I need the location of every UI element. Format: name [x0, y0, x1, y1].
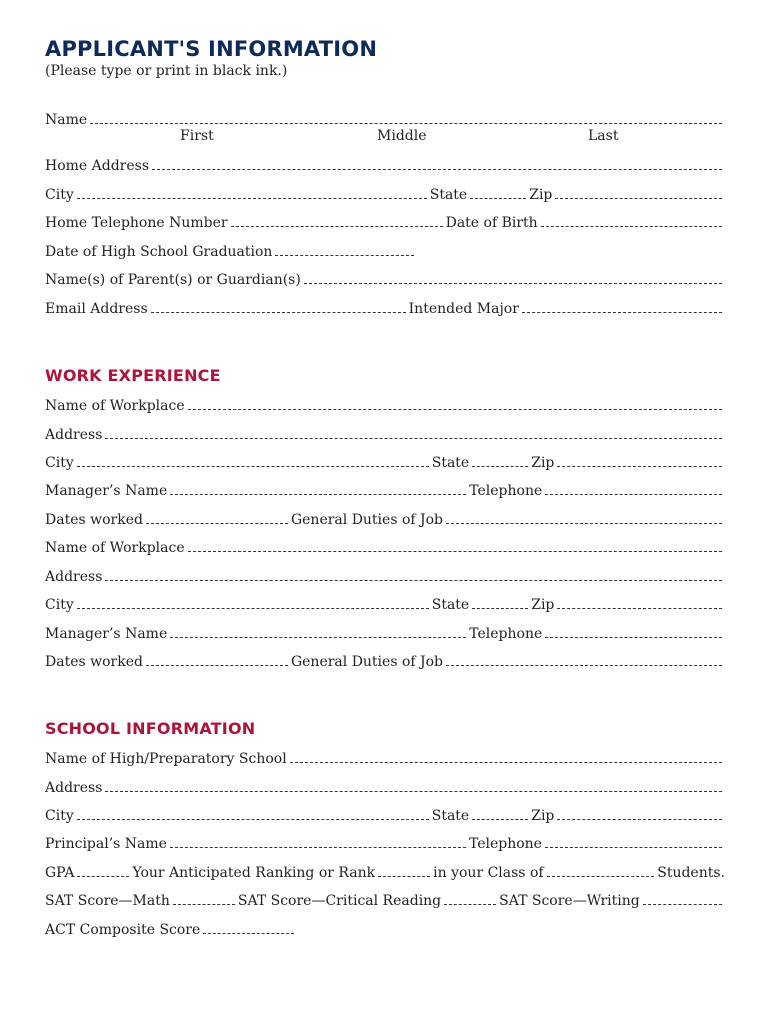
work-address-label: Address	[45, 427, 103, 443]
duties-label: General Duties of Job	[290, 654, 444, 670]
workplace-row-2	[45, 536, 725, 556]
last-name-caption: Last	[588, 128, 619, 144]
work-state-field-1[interactable]	[472, 466, 528, 467]
school-name-field[interactable]	[290, 762, 722, 763]
sat-reading-label: SAT Score—Critical Reading	[237, 893, 442, 909]
hs-grad-row	[45, 240, 417, 260]
middle-name-caption: Middle	[377, 128, 427, 144]
dates-field-2[interactable]	[146, 665, 288, 666]
duties-field-1[interactable]	[446, 523, 722, 524]
ranking-label: Your Anticipated Ranking or Rank	[132, 865, 376, 881]
manager-label: Manager’s Name	[45, 626, 168, 642]
sat-writing-field[interactable]	[643, 904, 722, 905]
work-zip-label: Zip	[531, 455, 555, 471]
sat-math-label: SAT Score—Math	[45, 893, 170, 909]
dates-field-1[interactable]	[146, 523, 288, 524]
work-state-label: State	[431, 455, 470, 471]
zip-label: Zip	[529, 187, 553, 203]
work-zip-label: Zip	[531, 597, 555, 613]
ranking-field[interactable]	[378, 876, 430, 877]
school-state-label: State	[431, 808, 470, 824]
school-address-label: Address	[45, 780, 103, 796]
sat-writing-label: SAT Score—Writing	[499, 893, 640, 909]
dates-row-2	[45, 650, 725, 670]
work-telephone-field-2[interactable]	[545, 637, 722, 638]
gpa-label: GPA	[45, 865, 75, 881]
manager-field-2[interactable]	[170, 637, 466, 638]
school-telephone-label: Telephone	[468, 836, 542, 852]
city-field[interactable]	[77, 198, 427, 199]
sat-reading-field[interactable]	[444, 904, 496, 905]
email-field[interactable]	[151, 312, 406, 313]
work-address-row-1	[45, 423, 725, 443]
students-label: Students.	[657, 865, 725, 881]
school-city-label: City	[45, 808, 74, 824]
school-name-label: Name of High/Preparatory School	[45, 751, 287, 767]
workplace-row-1	[45, 394, 725, 414]
home-address-row	[45, 154, 725, 174]
name-field[interactable]	[90, 123, 722, 124]
school-city-field[interactable]	[77, 819, 429, 820]
name-label: Name	[45, 112, 88, 128]
school-zip-field[interactable]	[557, 819, 722, 820]
work-address-row-2	[45, 565, 725, 585]
school-address-field[interactable]	[105, 791, 722, 792]
workplace-field-1[interactable]	[188, 409, 722, 410]
gpa-field[interactable]	[77, 876, 129, 877]
applicant-instructions: (Please type or print in black ink.)	[45, 63, 288, 79]
hs-grad-label: Date of High School Graduation	[45, 244, 273, 260]
school-state-field[interactable]	[472, 819, 528, 820]
workplace-field-2[interactable]	[188, 551, 722, 552]
home-phone-label: Home Telephone Number	[45, 215, 228, 231]
dates-label: Dates worked	[45, 512, 143, 528]
manager-row-2	[45, 622, 725, 642]
manager-field-1[interactable]	[170, 494, 466, 495]
work-city-field-2[interactable]	[77, 608, 429, 609]
work-address-field-1[interactable]	[105, 438, 722, 439]
manager-row-1	[45, 479, 725, 499]
dates-row-1	[45, 508, 725, 528]
work-zip-field-2[interactable]	[557, 608, 722, 609]
sat-row	[45, 889, 725, 909]
workplace-label: Name of Workplace	[45, 540, 185, 556]
work-telephone-label: Telephone	[469, 483, 543, 499]
dob-field[interactable]	[541, 226, 722, 227]
dob-label: Date of Birth	[445, 215, 538, 231]
hs-grad-field[interactable]	[275, 255, 414, 256]
class-size-field[interactable]	[547, 876, 655, 877]
gpa-rank-row	[45, 861, 725, 881]
work-address-label: Address	[45, 569, 103, 585]
parents-field[interactable]	[304, 283, 722, 284]
work-telephone-label: Telephone	[469, 626, 543, 642]
school-city-row	[45, 804, 725, 824]
school-section-title: SCHOOL INFORMATION	[45, 719, 256, 738]
act-label: ACT Composite Score	[45, 922, 201, 938]
manager-label: Manager’s Name	[45, 483, 168, 499]
state-label: State	[429, 187, 468, 203]
major-field[interactable]	[522, 312, 722, 313]
home-address-field[interactable]	[152, 169, 722, 170]
home-address-label: Home Address	[45, 158, 150, 174]
school-address-row	[45, 776, 725, 796]
work-city-label: City	[45, 597, 74, 613]
phone-dob-row	[45, 211, 725, 231]
major-label: Intended Major	[408, 301, 519, 317]
parents-row	[45, 268, 725, 288]
work-city-field-1[interactable]	[77, 466, 429, 467]
school-telephone-field[interactable]	[545, 847, 722, 848]
work-telephone-field-1[interactable]	[545, 494, 722, 495]
principal-field[interactable]	[170, 847, 466, 848]
school-name-row	[45, 747, 725, 767]
duties-label: General Duties of Job	[290, 512, 444, 528]
work-city-label: City	[45, 455, 74, 471]
parents-label: Name(s) of Parent(s) or Guardian(s)	[45, 272, 301, 288]
work-state-label: State	[431, 597, 470, 613]
duties-field-2[interactable]	[446, 665, 722, 666]
work-state-field-2[interactable]	[472, 608, 528, 609]
act-field[interactable]	[203, 933, 294, 934]
work-address-field-2[interactable]	[105, 580, 722, 581]
workplace-label: Name of Workplace	[45, 398, 185, 414]
principal-row	[45, 832, 725, 852]
act-row	[45, 918, 297, 938]
email-major-row	[45, 297, 725, 317]
first-name-caption: First	[180, 128, 214, 144]
school-zip-label: Zip	[531, 808, 555, 824]
work-city-row-1	[45, 451, 725, 471]
sat-math-field[interactable]	[173, 904, 235, 905]
city-label: City	[45, 187, 74, 203]
applicant-section-title: APPLICANT'S INFORMATION	[45, 37, 378, 61]
dates-label: Dates worked	[45, 654, 143, 670]
applicant-city-row	[45, 183, 725, 203]
home-phone-field[interactable]	[231, 226, 443, 227]
work-city-row-2	[45, 593, 725, 613]
class-of-label: in your Class of	[433, 865, 544, 881]
zip-field[interactable]	[555, 198, 722, 199]
state-field[interactable]	[470, 198, 526, 199]
principal-label: Principal’s Name	[45, 836, 167, 852]
work-section-title: WORK EXPERIENCE	[45, 366, 221, 385]
name-row	[45, 108, 725, 128]
work-zip-field-1[interactable]	[557, 466, 722, 467]
email-label: Email Address	[45, 301, 148, 317]
